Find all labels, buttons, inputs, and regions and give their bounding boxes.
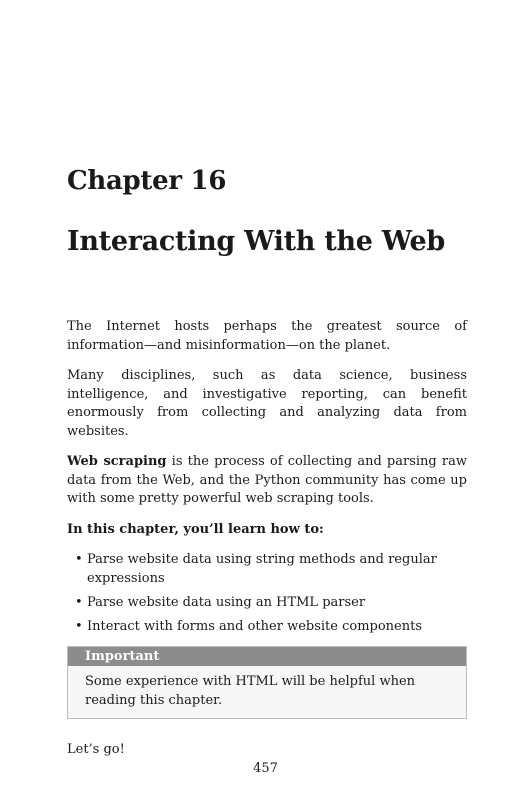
intro-paragraph-2: Many disciplines, such as data science, business intelligence, and investigative reporting, can benefit enormously from collecting and analyzing data from websites. — [67, 368, 467, 439]
list-item-text: Interact with forms and other website components — [87, 618, 423, 634]
learn-heading: In this chapter, you’ll learn how to: — [67, 521, 324, 537]
callout-title: Important — [68, 647, 466, 666]
callout-text: Some experience with HTML will be helpful when reading this chapter. — [85, 674, 416, 708]
list-item — [75, 594, 467, 613]
important-callout — [67, 646, 467, 719]
list-item — [75, 618, 467, 637]
closing-line: Let’s go! — [67, 742, 125, 757]
list-item-text: Parse website data using string methods and regular expressions — [87, 552, 437, 586]
web-scraping-term: Web scraping — [67, 454, 167, 469]
intro-paragraph-3-text: is the process of collecting and parsing raw data from the Web, and the Python community has come up with some pretty powerful web scraping tools. — [67, 454, 467, 506]
bullet-icon: • — [75, 552, 83, 567]
chapter-title: Interacting With the Web — [67, 226, 445, 257]
list-item — [75, 551, 467, 588]
page-number: 457 — [253, 761, 278, 776]
chapter-intro — [67, 318, 467, 760]
chapter-number: Chapter 16 — [67, 166, 227, 196]
bullet-icon: • — [75, 594, 83, 610]
list-item-text: Parse website data using an HTML parser — [87, 594, 366, 610]
intro-paragraph-3 — [67, 453, 467, 509]
intro-paragraph-1: The Internet hosts perhaps the greatest source of information—and misinformation—on the planet. — [67, 319, 467, 353]
bullet-icon: • — [75, 618, 83, 634]
learn-list — [67, 551, 467, 636]
